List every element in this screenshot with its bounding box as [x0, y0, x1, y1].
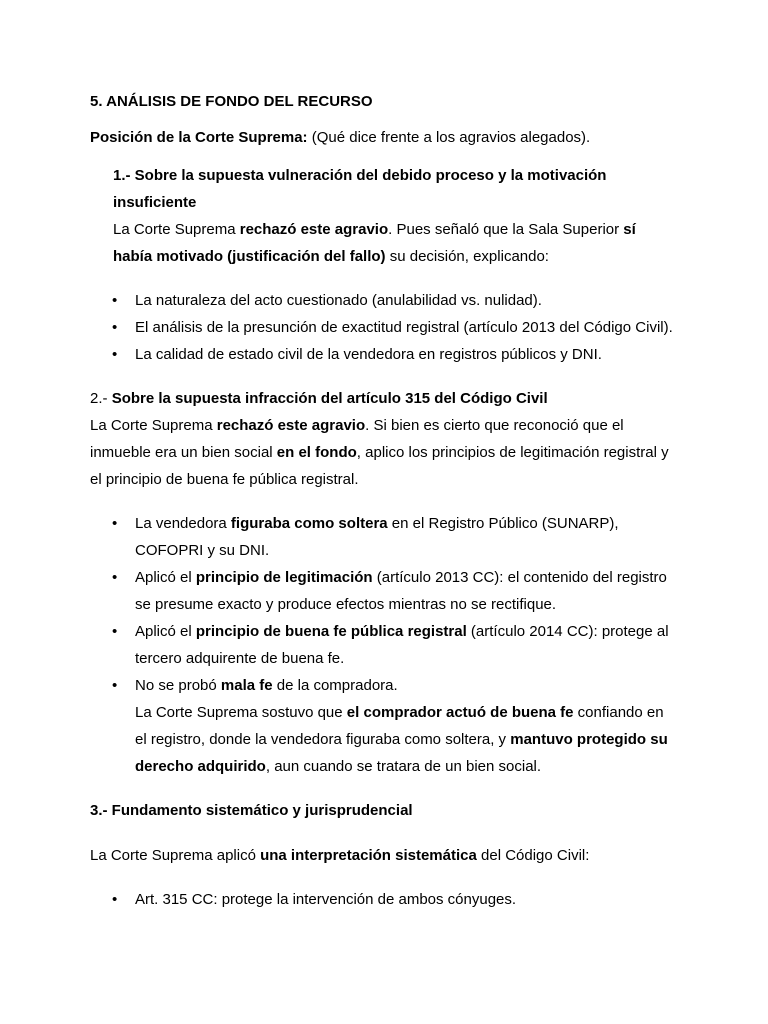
item1-paragraph-line1: La Corte Suprema rechazó este agravio. Pues señaló que la Sala Superior sí	[113, 221, 636, 238]
item1-bullet-1: La naturaleza del acto cuestionado (anulabilidad vs. nulidad).	[135, 292, 542, 309]
bullet-marker: •	[112, 515, 118, 532]
item1-heading-line2: insuficiente	[113, 194, 197, 211]
item3-heading: 3.- Fundamento sistemático y jurisprudencial	[90, 802, 413, 819]
item2-bullet-3-line1: Aplicó el principio de buena fe pública registral (artículo 2014 CC): protege al	[135, 623, 669, 640]
bullet-marker: •	[112, 569, 118, 586]
bullet-marker: •	[112, 891, 118, 908]
item1-paragraph-line2: había motivado (justificación del fallo) su decisión, explicando:	[113, 248, 549, 265]
bullet-marker: •	[112, 346, 118, 363]
item2-heading: 2.- Sobre la supuesta infracción del artículo 315 del Código Civil	[90, 390, 548, 407]
item2-bullet-3-line2: tercero adquirente de buena fe.	[135, 650, 345, 667]
item2-bullet-4-line4: derecho adquirido, aun cuando se tratara de un bien social.	[135, 758, 542, 775]
item1-bullet-3: La calidad de estado civil de la vendedora en registros públicos y DNI.	[135, 346, 602, 363]
item2-bullet-1-line2: COFOPRI y su DNI.	[135, 542, 270, 559]
bullet-marker: •	[112, 623, 118, 640]
position-line: Posición de la Corte Suprema: (Qué dice frente a los agravios alegados).	[90, 129, 591, 146]
item2-bullet-1-line1: La vendedora figuraba como soltera en el Registro Público (SUNARP),	[135, 515, 619, 532]
item2-bullet-4-line2: La Corte Suprema sostuvo que el comprador actuó de buena fe confiando en	[135, 704, 664, 721]
item2-bullet-2-line1: Aplicó el principio de legitimación (artículo 2013 CC): el contenido del registro	[135, 569, 667, 586]
item1-bullet-2: El análisis de la presunción de exactitud registral (artículo 2013 del Código Civil).	[135, 319, 673, 336]
item2-paragraph-line2: inmueble era un bien social en el fondo, aplico los principios de legitimación registral y	[90, 444, 669, 461]
item2-paragraph-line3: el principio de buena fe pública registral.	[90, 471, 359, 488]
item2-paragraph-line1: La Corte Suprema rechazó este agravio. Si bien es cierto que reconoció que el	[90, 417, 624, 434]
item2-bullet-4-line3: el registro, donde la vendedora figuraba como soltera, y mantuvo protegido su	[135, 731, 668, 748]
item3-paragraph: La Corte Suprema aplicó una interpretación sistemática del Código Civil:	[90, 847, 590, 864]
item1-heading-line1: 1.- Sobre la supuesta vulneración del debido proceso y la motivación	[113, 167, 607, 184]
bullet-marker: •	[112, 677, 118, 694]
item3-bullet-1: Art. 315 CC: protege la intervención de ambos cónyuges.	[135, 891, 517, 908]
bullet-marker: •	[112, 319, 118, 336]
section-title: 5. ANÁLISIS DE FONDO DEL RECURSO	[90, 93, 373, 110]
item2-bullet-4-line1: No se probó mala fe de la compradora.	[135, 677, 398, 694]
bullet-marker: •	[112, 292, 118, 309]
item2-bullet-2-line2: se presume exacto y produce efectos mientras no se rectifique.	[135, 596, 557, 613]
